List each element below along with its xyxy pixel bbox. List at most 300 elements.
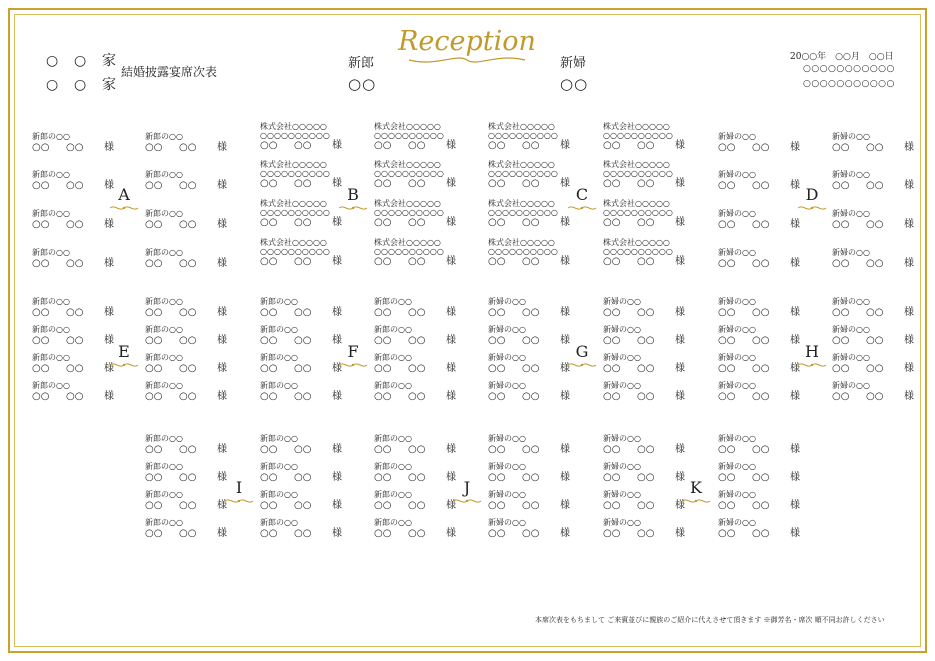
- guest-honorific: 様: [332, 140, 342, 151]
- family-mark: ○: [74, 53, 88, 69]
- guest-family-name: ○○: [718, 219, 736, 230]
- guest-relation: 新婦の○○: [488, 381, 526, 390]
- table-letter: A: [118, 185, 130, 204]
- guest-given-name: ○○: [66, 335, 84, 346]
- guest-relation: 新婦の○○: [718, 434, 756, 443]
- family-mark: ○: [74, 77, 88, 93]
- guest-entry: [832, 353, 935, 375]
- guest-given-name: ○○: [752, 444, 770, 455]
- guest-family-name: ○○: [603, 500, 621, 511]
- guest-name: [374, 256, 479, 268]
- guest-company-name: ○○○○○○○○○○: [260, 247, 330, 256]
- guest-family-name: ○○: [374, 217, 392, 228]
- guest-name: [374, 140, 479, 152]
- guest-company-name: ○○○○○○○○○○: [488, 208, 558, 217]
- guest-name: [488, 528, 593, 540]
- table-label: [452, 478, 482, 505]
- guest-family-name: ○○: [603, 528, 621, 539]
- guest-given-name: ○○: [179, 219, 197, 230]
- guest-relation: 新婦の○○: [718, 462, 756, 471]
- guest-company-name: ○○○○○○○○○○: [603, 208, 673, 217]
- guest-honorific: 様: [904, 142, 914, 153]
- document-title: 結婚披露宴席次表: [121, 65, 218, 79]
- guest-company-name: ○○○○○○○○○○: [374, 247, 444, 256]
- guest-family-name: ○○: [145, 500, 163, 511]
- guest-honorific: 様: [560, 500, 570, 511]
- guest-family-name: ○○: [488, 444, 506, 455]
- gold-ornament-icon: [109, 361, 139, 369]
- guest-given-name: ○○: [522, 444, 540, 455]
- guest-honorific: 様: [217, 391, 227, 402]
- guest-family-name: ○○: [832, 335, 850, 346]
- guest-name: [488, 500, 593, 512]
- guest-name: [260, 444, 365, 456]
- guest-relation: 新婦の○○: [718, 381, 756, 390]
- guest-entry: [145, 132, 250, 154]
- guest-given-name: ○○: [66, 307, 84, 318]
- guest-family-name: ○○: [260, 528, 278, 539]
- guest-entry: [374, 160, 479, 190]
- guest-name: [260, 307, 365, 319]
- guest-name: [603, 391, 708, 403]
- guest-name: [145, 219, 250, 231]
- guest-family-name: ○○: [374, 391, 392, 402]
- guest-given-name: ○○: [294, 391, 312, 402]
- guest-name: [718, 528, 823, 540]
- guest-honorific: 様: [560, 444, 570, 455]
- guest-honorific: 様: [560, 307, 570, 318]
- guest-given-name: ○○: [522, 178, 540, 189]
- guest-relation: 新婦の○○: [832, 132, 870, 141]
- guest-given-name: ○○: [408, 500, 426, 511]
- guest-honorific: 様: [790, 258, 800, 269]
- guest-family-name: ○○: [374, 500, 392, 511]
- guest-entry: [718, 434, 823, 456]
- table-label: [797, 185, 827, 212]
- guest-given-name: ○○: [637, 256, 655, 267]
- guest-family-name: ○○: [32, 219, 50, 230]
- guest-honorific: 様: [104, 363, 114, 374]
- guest-honorific: 様: [217, 528, 227, 539]
- guest-honorific: 様: [790, 307, 800, 318]
- gold-ornament-icon: [797, 361, 827, 369]
- guest-family-name: ○○: [488, 217, 506, 228]
- guest-entry: [32, 132, 137, 154]
- guest-given-name: ○○: [522, 363, 540, 374]
- guest-entry: [603, 434, 708, 456]
- guest-family-name: ○○: [374, 335, 392, 346]
- guest-given-name: ○○: [637, 140, 655, 151]
- table-label: [797, 342, 827, 369]
- guest-family-name: ○○: [260, 217, 278, 228]
- venue-line-2: ○○○○○○○○○○○: [803, 79, 895, 89]
- guest-honorific: 様: [217, 335, 227, 346]
- guest-honorific: 様: [675, 528, 685, 539]
- guest-honorific: 様: [904, 391, 914, 402]
- groom-role: 新郎: [348, 56, 375, 71]
- table-letter: J: [463, 478, 471, 497]
- guest-relation: 新婦の○○: [718, 132, 756, 141]
- guest-honorific: 様: [104, 219, 114, 230]
- guest-relation: 新婦の○○: [832, 209, 870, 218]
- guest-family-name: ○○: [603, 335, 621, 346]
- guest-family-name: ○○: [488, 472, 506, 483]
- guest-name: [832, 307, 935, 319]
- guest-name: [260, 472, 365, 484]
- guest-family-name: ○○: [260, 444, 278, 455]
- guest-family-name: ○○: [374, 472, 392, 483]
- guest-family-name: ○○: [488, 140, 506, 151]
- guest-relation: 新郎の○○: [32, 209, 70, 218]
- guest-name: [718, 258, 823, 270]
- guest-relation: 新婦の○○: [488, 518, 526, 527]
- guest-relation: 新婦の○○: [488, 490, 526, 499]
- guest-entry: [260, 518, 365, 540]
- guest-name: [260, 391, 365, 403]
- guest-entry: [832, 248, 935, 270]
- table-label: [567, 185, 597, 212]
- guest-entry: [603, 518, 708, 540]
- guest-honorific: 様: [446, 363, 456, 374]
- guest-family-name: ○○: [32, 363, 50, 374]
- guest-name: [32, 219, 137, 231]
- guest-entry: [603, 238, 708, 268]
- guest-name: [603, 217, 708, 229]
- guest-honorific: 様: [217, 363, 227, 374]
- guest-name: [488, 444, 593, 456]
- guest-family-name: ○○: [145, 258, 163, 269]
- guest-name: [32, 142, 137, 154]
- guest-family-name: ○○: [718, 363, 736, 374]
- guest-given-name: ○○: [522, 307, 540, 318]
- guest-honorific: 様: [446, 528, 456, 539]
- guest-entry: [603, 325, 708, 347]
- guest-given-name: ○○: [522, 256, 540, 267]
- guest-family-name: ○○: [260, 178, 278, 189]
- guest-honorific: 様: [790, 391, 800, 402]
- guest-family-name: ○○: [374, 307, 392, 318]
- guest-given-name: ○○: [179, 444, 197, 455]
- guest-family-name: ○○: [603, 140, 621, 151]
- guest-given-name: ○○: [866, 142, 884, 153]
- guest-given-name: ○○: [66, 219, 84, 230]
- guest-honorific: 様: [104, 142, 114, 153]
- guest-given-name: ○○: [179, 391, 197, 402]
- guest-given-name: ○○: [752, 472, 770, 483]
- guest-relation: 新郎の○○: [374, 353, 412, 362]
- guest-honorific: 様: [332, 472, 342, 483]
- guest-name: [260, 528, 365, 540]
- guest-entry: [145, 248, 250, 270]
- guest-entry: [832, 381, 935, 403]
- guest-given-name: ○○: [294, 217, 312, 228]
- gold-ornament-icon: [797, 204, 827, 212]
- guest-company: 株式会社○○○○○: [603, 199, 670, 208]
- guest-honorific: 様: [446, 391, 456, 402]
- guest-relation: 新郎の○○: [260, 297, 298, 306]
- guest-name: [718, 219, 823, 231]
- guest-honorific: 様: [332, 256, 342, 267]
- guest-honorific: 様: [675, 217, 685, 228]
- guest-name: [145, 180, 250, 192]
- guest-family-name: ○○: [718, 142, 736, 153]
- guest-company: 株式会社○○○○○: [260, 199, 327, 208]
- guest-given-name: ○○: [522, 140, 540, 151]
- guest-name: [488, 307, 593, 319]
- guest-name: [603, 335, 708, 347]
- guest-company: 株式会社○○○○○: [603, 238, 670, 247]
- guest-entry: [718, 518, 823, 540]
- guest-entry: [32, 209, 137, 231]
- guest-relation: 新郎の○○: [374, 325, 412, 334]
- guest-name: [832, 391, 935, 403]
- guest-entry: [374, 381, 479, 403]
- guest-family-name: ○○: [718, 335, 736, 346]
- guest-company: 株式会社○○○○○: [374, 160, 441, 169]
- guest-given-name: ○○: [408, 140, 426, 151]
- guest-entry: [260, 434, 365, 456]
- guest-relation: 新郎の○○: [374, 381, 412, 390]
- guest-relation: 新郎の○○: [145, 434, 183, 443]
- guest-entry: [718, 462, 823, 484]
- guest-given-name: ○○: [752, 142, 770, 153]
- guest-entry: [718, 381, 823, 403]
- guest-honorific: 様: [560, 528, 570, 539]
- guest-given-name: ○○: [66, 142, 84, 153]
- guest-company: 株式会社○○○○○: [488, 122, 555, 131]
- guest-entry: [488, 462, 593, 484]
- guest-company: 株式会社○○○○○: [488, 160, 555, 169]
- guest-entry: [145, 297, 250, 319]
- guest-family-name: ○○: [145, 363, 163, 374]
- guest-family-name: ○○: [145, 528, 163, 539]
- guest-honorific: 様: [217, 500, 227, 511]
- guest-honorific: 様: [332, 178, 342, 189]
- guest-relation: 新郎の○○: [145, 353, 183, 362]
- guest-family-name: ○○: [374, 363, 392, 374]
- guest-honorific: 様: [560, 472, 570, 483]
- guest-given-name: ○○: [752, 335, 770, 346]
- guest-relation: 新婦の○○: [832, 353, 870, 362]
- guest-entry: [718, 490, 823, 512]
- guest-name: [145, 335, 250, 347]
- guest-family-name: ○○: [832, 219, 850, 230]
- guest-name: [718, 444, 823, 456]
- guest-given-name: ○○: [752, 363, 770, 374]
- guest-relation: 新婦の○○: [603, 518, 641, 527]
- guest-given-name: ○○: [522, 472, 540, 483]
- gold-ornament-icon: [224, 497, 254, 505]
- guest-family-name: ○○: [32, 391, 50, 402]
- guest-honorific: 様: [446, 140, 456, 151]
- guest-family-name: ○○: [603, 363, 621, 374]
- guest-name: [718, 307, 823, 319]
- guest-family-name: ○○: [260, 472, 278, 483]
- guest-relation: 新婦の○○: [488, 297, 526, 306]
- guest-entry: [488, 381, 593, 403]
- guest-honorific: 様: [332, 528, 342, 539]
- guest-name: [488, 140, 593, 152]
- guest-relation: 新婦の○○: [718, 518, 756, 527]
- guest-family-name: ○○: [374, 256, 392, 267]
- guest-entry: [718, 297, 823, 319]
- gold-ornament-icon: [681, 497, 711, 505]
- guest-family-name: ○○: [145, 180, 163, 191]
- guest-family-name: ○○: [374, 444, 392, 455]
- guest-family-name: ○○: [832, 180, 850, 191]
- guest-honorific: 様: [217, 444, 227, 455]
- guest-given-name: ○○: [637, 178, 655, 189]
- guest-name: [832, 142, 935, 154]
- guest-family-name: ○○: [718, 307, 736, 318]
- guest-family-name: ○○: [145, 391, 163, 402]
- guest-relation: 新郎の○○: [145, 462, 183, 471]
- guest-entry: [260, 381, 365, 403]
- guest-family-name: ○○: [832, 307, 850, 318]
- guest-name: [374, 444, 479, 456]
- guest-relation: 新郎の○○: [32, 381, 70, 390]
- guest-relation: 新婦の○○: [832, 381, 870, 390]
- guest-entry: [260, 490, 365, 512]
- guest-entry: [374, 325, 479, 347]
- table-label: [109, 185, 139, 212]
- guest-entry: [260, 462, 365, 484]
- guest-name: [374, 391, 479, 403]
- guest-entry: [374, 518, 479, 540]
- guest-given-name: ○○: [637, 391, 655, 402]
- guest-entry: [32, 381, 137, 403]
- guest-family-name: ○○: [488, 307, 506, 318]
- guest-honorific: 様: [790, 444, 800, 455]
- guest-name: [718, 142, 823, 154]
- guest-company-name: ○○○○○○○○○○: [260, 131, 330, 140]
- guest-relation: 新郎の○○: [32, 297, 70, 306]
- guest-family-name: ○○: [718, 472, 736, 483]
- guest-relation: 新郎の○○: [145, 170, 183, 179]
- guest-relation: 新郎の○○: [260, 518, 298, 527]
- guest-honorific: 様: [904, 363, 914, 374]
- guest-family-name: ○○: [145, 472, 163, 483]
- guest-family-name: ○○: [603, 444, 621, 455]
- guest-family-name: ○○: [32, 307, 50, 318]
- guest-name: [374, 363, 479, 375]
- family-mark: ○: [46, 77, 60, 93]
- guest-honorific: 様: [104, 180, 114, 191]
- guest-honorific: 様: [560, 178, 570, 189]
- guest-name: [32, 391, 137, 403]
- guest-entry: [260, 122, 365, 152]
- guest-given-name: ○○: [866, 258, 884, 269]
- guest-honorific: 様: [217, 258, 227, 269]
- guest-given-name: ○○: [637, 472, 655, 483]
- guest-honorific: 様: [332, 217, 342, 228]
- guest-family-name: ○○: [603, 307, 621, 318]
- guest-family-name: ○○: [260, 391, 278, 402]
- gold-ornament-icon: [567, 204, 597, 212]
- guest-honorific: 様: [332, 307, 342, 318]
- gold-ornament-icon: [567, 361, 597, 369]
- guest-honorific: 様: [790, 180, 800, 191]
- guest-relation: 新婦の○○: [603, 490, 641, 499]
- guest-relation: 新郎の○○: [260, 325, 298, 334]
- guest-given-name: ○○: [866, 219, 884, 230]
- guest-honorific: 様: [104, 391, 114, 402]
- guest-family-name: ○○: [603, 178, 621, 189]
- guest-entry: [32, 297, 137, 319]
- guest-name: [32, 258, 137, 270]
- guest-relation: 新郎の○○: [374, 462, 412, 471]
- guest-name: [145, 528, 250, 540]
- guest-honorific: 様: [904, 180, 914, 191]
- guest-given-name: ○○: [637, 335, 655, 346]
- guest-family-name: ○○: [603, 472, 621, 483]
- guest-given-name: ○○: [66, 363, 84, 374]
- guest-family-name: ○○: [718, 258, 736, 269]
- guest-company: 株式会社○○○○○: [603, 160, 670, 169]
- guest-relation: 新婦の○○: [718, 325, 756, 334]
- guest-name: [488, 256, 593, 268]
- guest-relation: 新婦の○○: [488, 462, 526, 471]
- guest-given-name: ○○: [522, 528, 540, 539]
- guest-given-name: ○○: [637, 307, 655, 318]
- table-label: [109, 342, 139, 369]
- guest-given-name: ○○: [752, 307, 770, 318]
- guest-relation: 新郎の○○: [374, 434, 412, 443]
- table-letter: F: [347, 342, 359, 361]
- guest-entry: [374, 199, 479, 229]
- guest-honorific: 様: [560, 217, 570, 228]
- guest-family-name: ○○: [260, 140, 278, 151]
- guest-name: [145, 391, 250, 403]
- guest-given-name: ○○: [866, 363, 884, 374]
- guest-company-name: ○○○○○○○○○○: [488, 247, 558, 256]
- guest-given-name: ○○: [294, 307, 312, 318]
- guest-honorific: 様: [446, 500, 456, 511]
- guest-relation: 新郎の○○: [145, 297, 183, 306]
- guest-name: [603, 528, 708, 540]
- guest-relation: 新郎の○○: [32, 132, 70, 141]
- guest-honorific: 様: [332, 363, 342, 374]
- guest-entry: [718, 209, 823, 231]
- guest-given-name: ○○: [294, 256, 312, 267]
- guest-given-name: ○○: [752, 258, 770, 269]
- guest-given-name: ○○: [522, 500, 540, 511]
- guest-family-name: ○○: [145, 335, 163, 346]
- guest-honorific: 様: [560, 335, 570, 346]
- guest-entry: [718, 248, 823, 270]
- guest-honorific: 様: [904, 307, 914, 318]
- table-label: [338, 342, 368, 369]
- guest-entry: [603, 199, 708, 229]
- family-suffix: 家: [102, 77, 117, 93]
- gold-ornament-icon: [338, 361, 368, 369]
- guest-relation: 新郎の○○: [145, 490, 183, 499]
- guest-honorific: 様: [675, 500, 685, 511]
- guest-given-name: ○○: [752, 180, 770, 191]
- guest-name: [145, 444, 250, 456]
- guest-name: [145, 142, 250, 154]
- guest-family-name: ○○: [718, 180, 736, 191]
- guest-entry: [832, 170, 935, 192]
- guest-entry: [488, 434, 593, 456]
- family-line-1: [46, 50, 117, 70]
- guest-given-name: ○○: [294, 335, 312, 346]
- guest-honorific: 様: [446, 444, 456, 455]
- guest-family-name: ○○: [832, 142, 850, 153]
- guest-honorific: 様: [675, 363, 685, 374]
- guest-entry: [374, 297, 479, 319]
- guest-company-name: ○○○○○○○○○○: [260, 169, 330, 178]
